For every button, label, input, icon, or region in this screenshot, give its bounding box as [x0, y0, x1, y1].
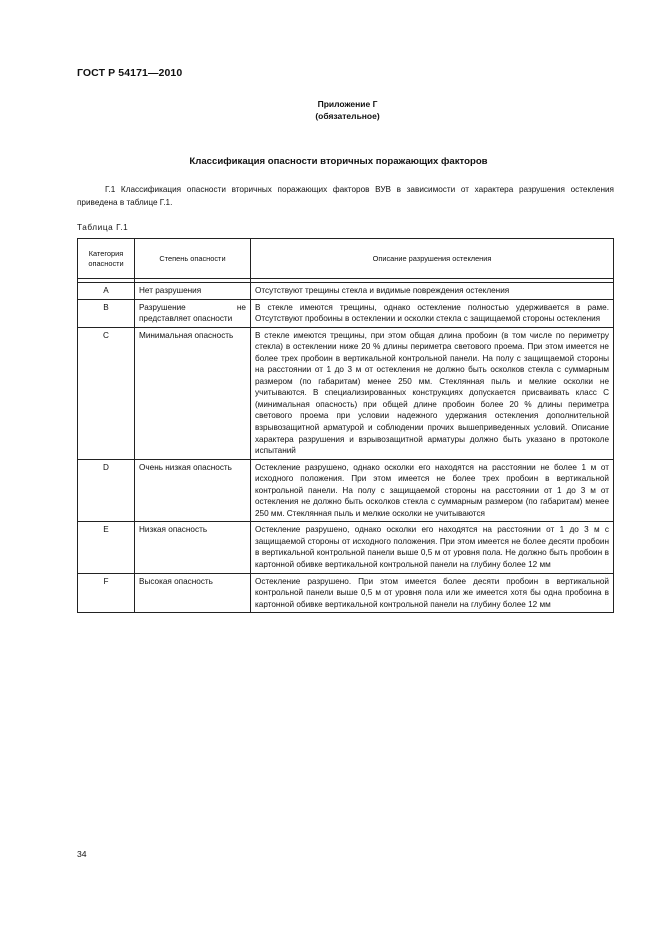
- table-row: [78, 327, 614, 459]
- intro-paragraph: [77, 183, 614, 209]
- header-category: Категория опасности: [78, 239, 135, 279]
- page-number: 34: [77, 849, 87, 859]
- row-description: Остекление разрушено, однако осколки его находятся на расстоянии не более 1 м от исходного положения. При этом имеется не более трех пробоин в вертикальной контрольной панели. На полу с защищаемой стороны на расстоянии от 1 до 3 м от остекления не должно быть осколков стекла с суммарным размером (по габаритам) менее 250 мм. Стеклянная пыль и мелкие осколки не учитываются: [251, 459, 614, 522]
- row-category: A: [78, 283, 135, 300]
- row-degree: Очень низкая опасность: [135, 459, 251, 522]
- row-description: Остекление разрушено, однако осколки его находятся на расстоянии от 1 до 3 м с защищаемой стороны от исходного положения. При этом имеется не более десяти пробоин в вертикальной контрольной панели выше 0,5 м от уровня пола. Не должно быть пробоин в картонной обивке вертикальной контрольной панели на глубину более 12 мм: [251, 522, 614, 573]
- row-degree: Низкая опасность: [135, 522, 251, 573]
- row-category: C: [78, 327, 135, 459]
- row-description: В стекле имеются трещины, однако остекление полностью удерживается в раме. Отсутствуют пробоины в остеклении и осколки стекла с защищаемой стороны остекления: [251, 299, 614, 327]
- header-degree: Степень опасности: [135, 239, 251, 279]
- row-description: Отсутствуют трещины стекла и видимые повреждения остекления: [251, 283, 614, 300]
- intro-text: Г.1 Классификация опасности вторичных поражающих факторов ВУВ в зависимости от характера разрушения остекления приведена в таблице Г.1.: [77, 185, 614, 207]
- row-category: E: [78, 522, 135, 573]
- row-degree: Высокая опасность: [135, 573, 251, 613]
- row-description: Остекление разрушено. При этом имеется более десяти пробоин в вертикальной контрольной панели выше 0,5 м от уровня пола или же имеется хотя бы одна пробоина в картонной обивке вертикальной контрольной панели на глубину более 12 мм: [251, 573, 614, 613]
- row-category: F: [78, 573, 135, 613]
- appendix-status: (обязательное): [315, 111, 380, 121]
- appendix-title: Приложение Г: [317, 99, 378, 109]
- row-description: В стекле имеются трещины, при этом общая длина пробоин (в том числе по периметру стекла) в остеклении ниже 20 % длины периметра светового проема. При этом имеется не более трех пробоин в вертикальной контрольной панели. На полу с защищаемой стороны на расстоянии от 1 до 3 м от остекления не должно быть осколков стекла с суммарным размером (по габаритам) менее 250 мм. Стеклянная пыль и мелкие осколки не учитываются. В специализированных конструкциях допускается присваивать класс С (минимальная опасность) при общей длине пробоин более 20 % длины периметра светового проема при условии надежного удержания остекления дополнительной взрывозащитной арматурой и соблюдении прочих вышеприведенных условий. Описание характера разрушения и взрывозащитной арматуры должно быть указано в протоколе испытаний: [251, 327, 614, 459]
- table-caption: Таблица Г.1: [77, 223, 129, 232]
- section-title: Классификация опасности вторичных поражающих факторов: [189, 156, 488, 167]
- table-header-row: [78, 239, 614, 279]
- row-degree: Нет разрушения: [135, 283, 251, 300]
- document-header: ГОСТ Р 54171—2010: [77, 67, 183, 79]
- row-degree: Минимальная опасность: [135, 327, 251, 459]
- table-row: [78, 283, 614, 300]
- row-degree: Разрушение не представляет опасности: [135, 299, 251, 327]
- header-description: Описание разрушения остекления: [251, 239, 614, 279]
- table-row: [78, 573, 614, 613]
- table-row: [78, 459, 614, 522]
- table-row: [78, 299, 614, 327]
- hazard-classification-table: [77, 238, 614, 613]
- row-category: B: [78, 299, 135, 327]
- table-row: [78, 522, 614, 573]
- row-category: D: [78, 459, 135, 522]
